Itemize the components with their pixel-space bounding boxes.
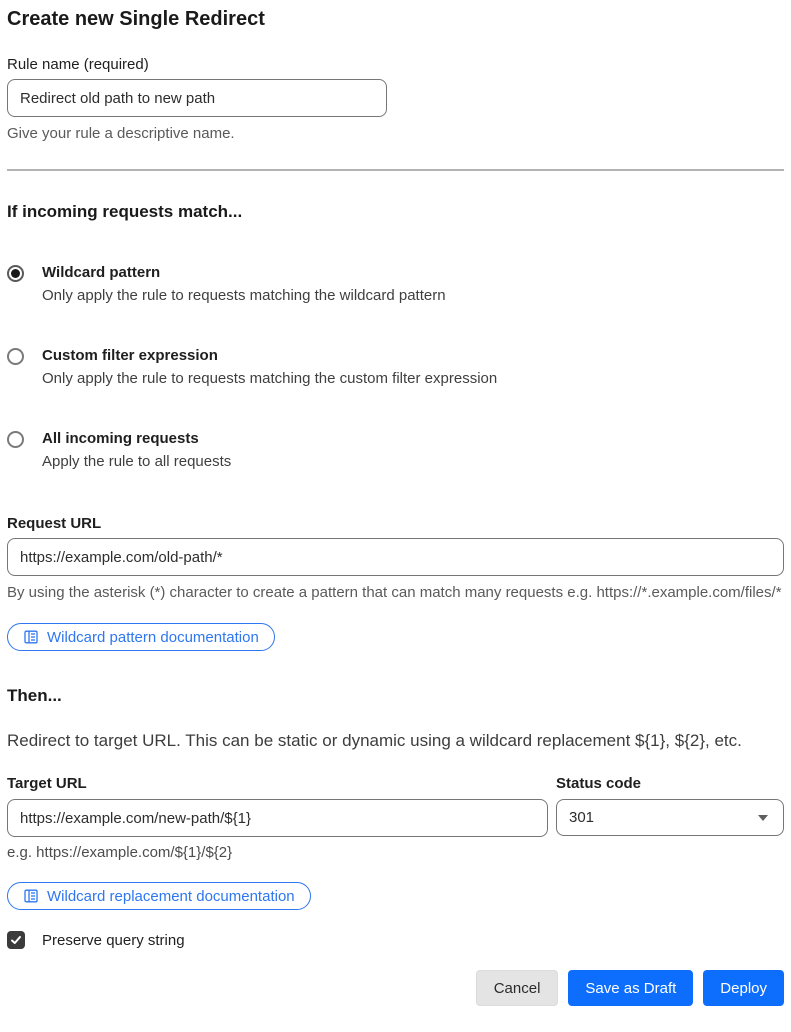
radio-label: Custom filter expression [42,347,218,364]
status-code-value: 301 [569,809,595,826]
chevron-down-icon [758,815,768,821]
deploy-button[interactable]: Deploy [703,970,784,1006]
request-url-label: Request URL [7,515,102,532]
target-url-label: Target URL [7,775,87,792]
radio-description: Only apply the rule to requests matching the wildcard pattern [42,287,446,304]
wildcard-pattern-docs-button[interactable] [7,623,275,651]
save-as-draft-button[interactable]: Save as Draft [568,970,693,1006]
doc-button-label: Wildcard pattern documentation [47,628,259,646]
book-icon [23,888,39,904]
radio-option-all-requests[interactable] [7,429,784,472]
match-section-heading: If incoming requests match... [7,202,243,221]
cancel-button[interactable]: Cancel [476,970,559,1006]
rule-name-help: Give your rule a descriptive name. [7,125,235,142]
section-divider [7,169,784,171]
match-type-radio-group [7,263,784,472]
status-code-select[interactable] [556,799,784,836]
request-url-help: By using the asterisk (*) character to create a pattern that can match many requests e.g. https://*.example.com/files/* [7,584,782,601]
rule-name-input[interactable] [7,79,387,117]
radio-description: Apply the rule to all requests [42,453,232,470]
target-url-help: e.g. https://example.com/${1}/${2} [7,844,233,861]
then-section-heading: Then... [7,686,62,705]
preserve-query-string-label: Preserve query string [42,931,185,949]
rule-name-label: Rule name (required) [7,56,149,73]
checkbox-checked-icon[interactable] [7,931,25,949]
status-code-label: Status code [556,775,642,792]
radio-unselected-icon[interactable] [7,348,24,365]
footer-actions [7,970,784,1006]
preserve-query-string-row[interactable] [7,931,784,949]
radio-description: Only apply the rule to requests matching the custom filter expression [42,370,498,387]
page-title: Create new Single Redirect [7,8,265,30]
book-icon [23,629,39,645]
request-url-input[interactable] [7,538,784,576]
then-description: Redirect to target URL. This can be static or dynamic using a wildcard replacement ${1}, ${2}, etc. [7,731,742,750]
radio-label: All incoming requests [42,430,199,447]
wildcard-replacement-docs-button[interactable] [7,882,311,910]
doc-button-label: Wildcard replacement documentation [47,887,295,905]
radio-label: Wildcard pattern [42,264,161,281]
radio-unselected-icon[interactable] [7,431,24,448]
radio-selected-icon[interactable] [7,265,24,282]
radio-option-wildcard-pattern[interactable] [7,263,784,306]
target-url-input[interactable] [7,799,548,837]
radio-option-custom-filter[interactable] [7,346,784,389]
target-row [7,775,784,837]
